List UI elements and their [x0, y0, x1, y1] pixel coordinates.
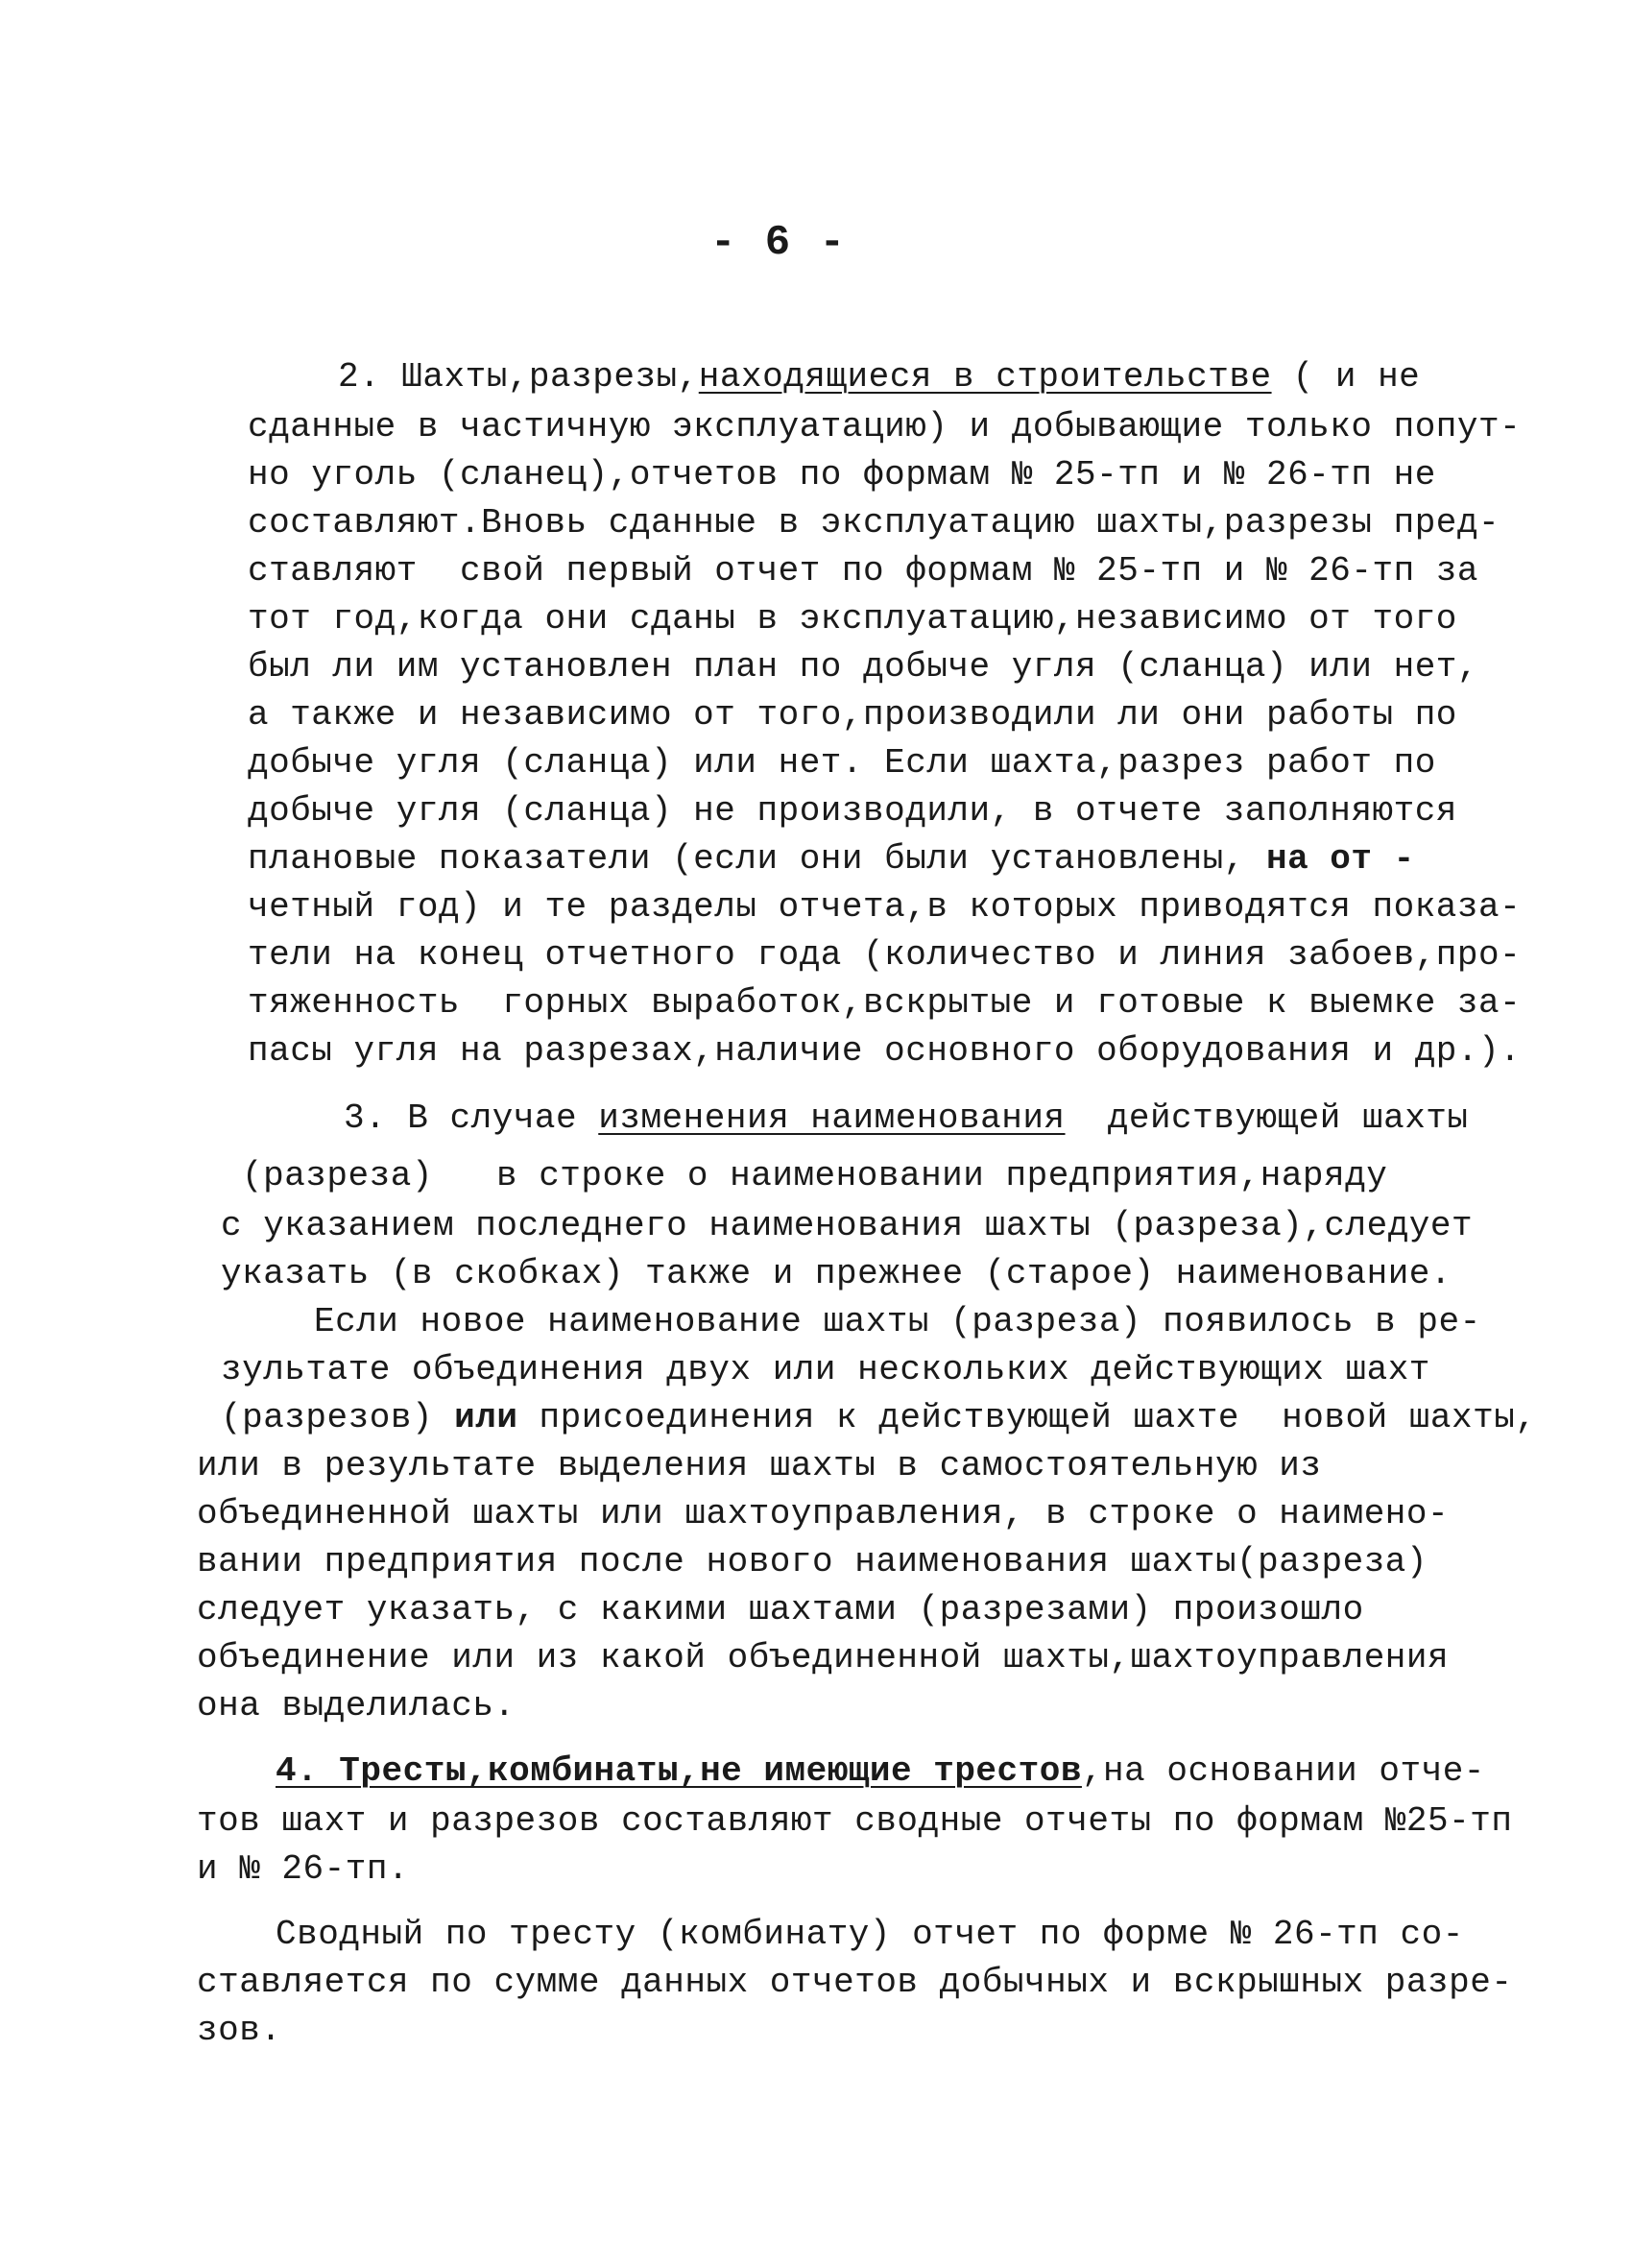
text-line — [242, 1152, 1388, 1200]
text-span: ,на основании отче- — [1081, 1751, 1485, 1791]
underlined-phrase: 4. Тресты,комбинаты,не имеющие трестов — [276, 1751, 1082, 1791]
text-line — [248, 835, 1415, 883]
text-line: добыче угля (сланца) или нет. Если шахта,разрез работ по — [248, 743, 1436, 783]
text-line: Сводный по тресту (комбинату) отчет по форме № 26-тп со- — [276, 1915, 1464, 1954]
underlined-phrase: находящиеся в строительстве — [698, 357, 1272, 397]
text-line: и № 26-тп. — [197, 1849, 410, 1889]
text-span: присоединения к действующей шахте новой шахты, — [517, 1398, 1537, 1437]
text-line: указать (в скобках) также и прежнее (старое) наименование. — [221, 1254, 1452, 1293]
text-span: 3. В случае — [344, 1098, 599, 1138]
text-line: тот год,когда они сданы в эксплуатацию,независимо от того — [248, 599, 1457, 639]
text-line: зов. — [197, 2011, 282, 2050]
text-span: в строке о наименовании предприятия,наряду — [496, 1156, 1388, 1195]
text-line: составляют.Вновь сданные в эксплуатацию шахты,разрезы пред- — [248, 503, 1500, 543]
page-number: - 6 - — [710, 219, 848, 267]
text-line — [338, 353, 1420, 401]
text-span: (разреза) — [242, 1156, 433, 1195]
text-line: сданные в частичную эксплуатацию) и добывающие только попут- — [248, 407, 1522, 446]
text-line: или в результате выделения шахты в самостоятельную из — [197, 1446, 1322, 1485]
text-line: тели на конец отчетного года (количество и линия забоев,про- — [248, 935, 1522, 975]
text-line: следует указать, с какими шахтами (разрезами) произошло — [197, 1590, 1364, 1629]
text-line: пасы угля на разрезах,наличие основного оборудования и др.). — [248, 1031, 1522, 1071]
text-line: объединение или из какой объединенной шахты,шахтоуправления — [197, 1638, 1450, 1677]
text-line: тяженность горных выработок,вскрытые и готовые к выемке за- — [248, 983, 1522, 1023]
underlined-phrase: изменения наименования — [598, 1098, 1066, 1138]
text-line: а также и независимо от того,производили ли они работы по — [248, 695, 1457, 735]
text-line — [344, 1095, 1469, 1143]
text-span: на от - — [1265, 839, 1415, 879]
text-line: ставляют свой первый отчет по формам № 25-тп и № 26-тп за — [248, 551, 1479, 591]
text-line: был ли им установлен план по добыче угля (сланца) или нет, — [248, 647, 1479, 687]
text-line: ставляется по сумме данных отчетов добычных и вскрышных разре- — [197, 1963, 1513, 2002]
text-span: плановые показатели (если они были установлены, — [248, 839, 1266, 879]
text-span: действующей шахты — [1065, 1098, 1469, 1138]
text-span: (разрезов) — [221, 1398, 455, 1437]
text-line — [221, 1394, 1536, 1442]
text-line: зультате объединения двух или нескольких действующих шахт — [221, 1350, 1430, 1389]
text-line: вании предприятия после нового наименования шахты(разреза) — [197, 1542, 1428, 1581]
text-line: тов шахт и разрезов составляют сводные отчеты по формам №25-тп — [197, 1801, 1513, 1841]
text-line: она выделилась. — [197, 1686, 516, 1725]
text-span: ( и не — [1271, 357, 1421, 397]
text-line: с указанием последнего наименования шахты (разреза),следует — [221, 1206, 1474, 1245]
text-line: объединенной шахты или шахтоуправления, в строке о наимено- — [197, 1494, 1450, 1533]
text-line — [276, 1748, 1485, 1796]
text-line: но уголь (сланец),отчетов по формам № 25-тп и № 26-тп не — [248, 455, 1436, 495]
text-span: 2. Шахты,разрезы, — [338, 357, 699, 397]
text-line: Если новое наименование шахты (разреза) появилось в ре- — [314, 1302, 1481, 1341]
text-line: добыче угля (сланца) не производили, в отчете заполняются — [248, 791, 1457, 831]
text-line: четный год) и те разделы отчета,в которых приводятся показа- — [248, 887, 1522, 927]
text-span: или — [454, 1398, 518, 1437]
